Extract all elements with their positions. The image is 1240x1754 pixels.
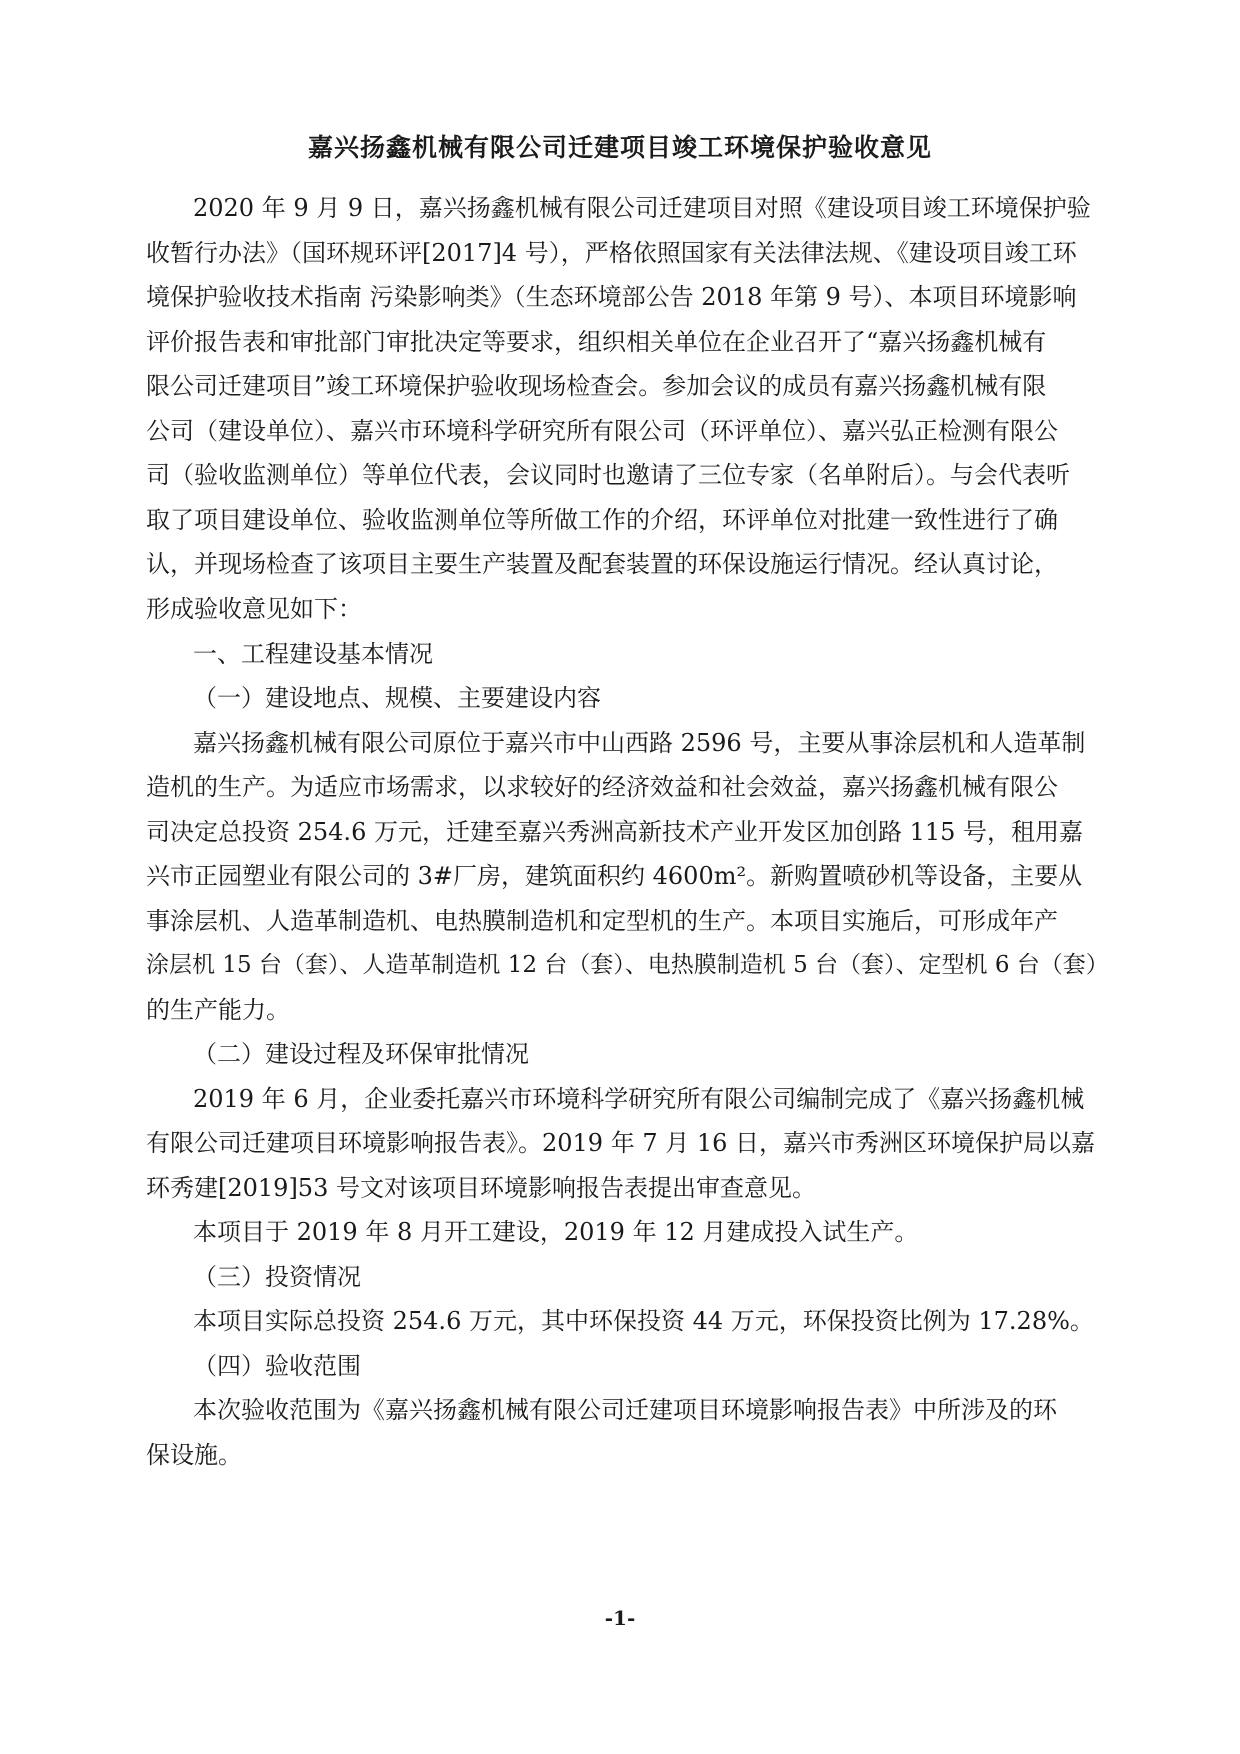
paragraph-line: 的生产能力。 — [146, 996, 290, 1024]
paragraph-line: 司决定总投资 254.6 万元，迁建至嘉兴秀洲高新技术产业开发区加创路 115 号，租用嘉 — [146, 818, 1084, 846]
document-title: 嘉兴扬鑫机械有限公司迁建项目竣工环境保护验收意见 — [307, 133, 932, 162]
subsection-heading: （二）建设过程及环保审批情况 — [193, 1040, 529, 1068]
paragraph-line: 环秀建[2019]53 号文对该项目环境影响报告表提出审查意见。 — [146, 1174, 816, 1202]
paragraph-line: 保设施。 — [146, 1441, 242, 1469]
paragraph-line: 2020 年 9 月 9 日，嘉兴扬鑫机械有限公司迁建项目对照《建设项目竣工环境保护验 — [193, 194, 1091, 222]
paragraph-line: 嘉兴扬鑫机械有限公司原位于嘉兴市中山西路 2596 号，主要从事涂层机和人造革制 — [193, 729, 1086, 757]
paragraph-line: 评价报告表和审批部门审批决定等要求，组织相关单位在企业召开了“嘉兴扬鑫机械有 — [146, 328, 1047, 356]
paragraph-line: 涂层机 15 台（套）、人造革制造机 12 台（套）、电热膜制造机 5 台（套）、定型机 6 台（套） — [146, 952, 1109, 978]
paragraph-line: 司（验收监测单位）等单位代表，会议同时也邀请了三位专家（名单附后）。与会代表听 — [146, 461, 1070, 489]
paragraph-line: 本次验收范围为《嘉兴扬鑫机械有限公司迁建项目环境影响报告表》中所涉及的环 — [193, 1396, 1057, 1424]
paragraph-line: 收暂行办法》（国环规环评[2017]4 号），严格依照国家有关法律法规、《建设项目竣工环 — [146, 239, 1077, 267]
paragraph-line: 公司（建设单位）、嘉兴市环境科学研究所有限公司（环评单位）、嘉兴弘正检测有限公 — [146, 417, 1058, 445]
paragraph-line: 事涂层机、人造革制造机、电热膜制造机和定型机的生产。本项目实施后，可形成年产 — [146, 907, 1058, 935]
paragraph-line: 境保护验收技术指南 污染影响类》（生态环境部公告 2018 年第 9 号）、本项目环境影响 — [146, 283, 1077, 311]
subsection-heading: （三）投资情况 — [193, 1263, 361, 1291]
paragraph-line: 有限公司迁建项目环境影响报告表》。2019 年 7 月 16 日，嘉兴市秀洲区环境保护局以嘉 — [146, 1129, 1096, 1157]
section-heading: 一、工程建设基本情况 — [193, 640, 433, 668]
paragraph-line: 形成验收意见如下： — [146, 595, 362, 623]
paragraph-line: 2019 年 6 月，企业委托嘉兴市环境科学研究所有限公司编制完成了《嘉兴扬鑫机械 — [193, 1085, 1085, 1113]
subsection-heading: （一）建设地点、规模、主要建设内容 — [193, 684, 601, 712]
page-number: -1- — [604, 1606, 636, 1630]
subsection-heading: （四）验收范围 — [193, 1352, 361, 1380]
paragraph-line: 取了项目建设单位、验收监测单位等所做工作的介绍，环评单位对批建一致性进行了确 — [146, 506, 1058, 534]
paragraph-line: 兴市正园塑业有限公司的 3#厂房，建筑面积约 4600m²。新购置喷砂机等设备，主要从 — [146, 862, 1083, 890]
paragraph-line: 本项目于 2019 年 8 月开工建设，2019 年 12 月建成投入试生产。 — [193, 1218, 919, 1246]
paragraph-line: 本项目实际总投资 254.6 万元，其中环保投资 44 万元，环保投资比例为 17.28%。 — [193, 1307, 1094, 1335]
paragraph-line: 造机的生产。为适应市场需求，以求较好的经济效益和社会效益，嘉兴扬鑫机械有限公 — [146, 773, 1058, 801]
paragraph-line: 认，并现场检查了该项目主要生产装置及配套装置的环保设施运行情况。经认真讨论， — [146, 550, 1058, 578]
paragraph-line: 限公司迁建项目”竣工环境保护验收现场检查会。参加会议的成员有嘉兴扬鑫机械有限 — [146, 372, 1047, 400]
